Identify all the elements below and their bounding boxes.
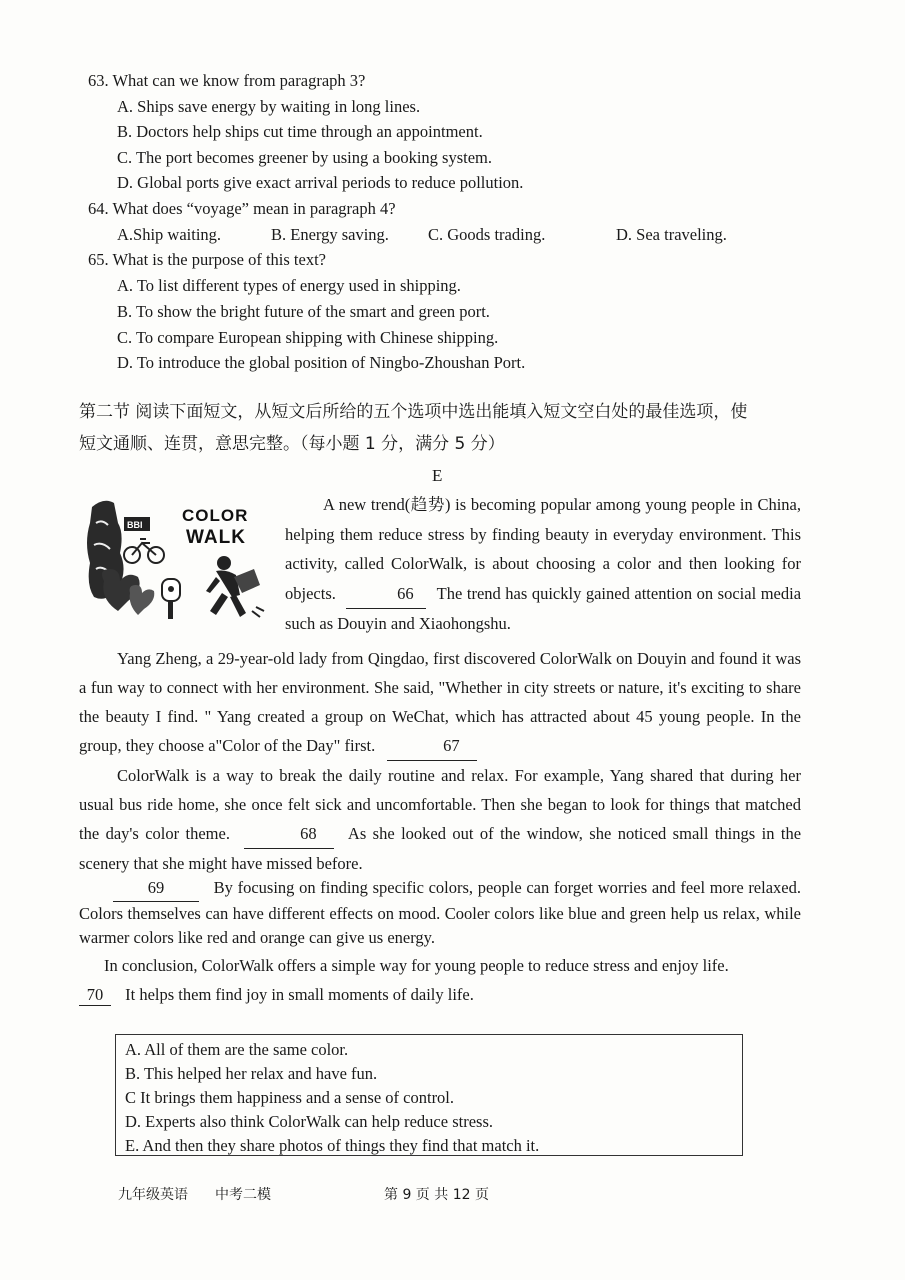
colorwalk-title-word-1: COLOR xyxy=(182,506,249,525)
options-box xyxy=(115,1034,743,1156)
footer-page-number: 第 9 页 共 12 页 xyxy=(384,1187,489,1203)
paragraph-3-text-after: As she looked out of the window, she noticed small things in the scenery that she might have missed before. xyxy=(79,824,802,873)
blank-68[interactable]: 68 xyxy=(244,819,334,849)
question-65-option-a: A. To list different types of energy used in shipping. xyxy=(117,276,461,295)
paragraph-1-text-after: The trend has quickly gained attention on social media such as Douyin and Xiaohongshu. xyxy=(285,583,802,633)
passage-paragraph-5 xyxy=(79,951,803,980)
question-63-option-c: C. The port becomes greener by using a booking system. xyxy=(117,148,492,167)
question-65-option-c: C. To compare European shipping with Chinese shipping. xyxy=(117,328,499,347)
question-63-option-b: B. Doctors help ships cut time through an appointment. xyxy=(117,122,483,141)
question-64-option-b: B. Energy saving. xyxy=(271,225,389,244)
passage-paragraph-4 xyxy=(79,876,801,951)
option-c[interactable]: C It brings them happiness and a sense of control. xyxy=(125,1088,455,1107)
question-65-option-b: B. To show the bright future of the smart and green port. xyxy=(117,302,490,321)
mailbox-icon xyxy=(162,579,180,619)
passage-paragraph-3 xyxy=(79,761,801,878)
bicycle-icon xyxy=(124,539,164,563)
colorwalk-title-word-2: WALK xyxy=(186,527,246,548)
blank-70[interactable]: 70 xyxy=(79,985,111,1006)
footer-exam: 中考二模 xyxy=(215,1187,271,1203)
question-64-option-c: C. Goods trading. xyxy=(428,225,546,244)
question-64-option-d: D. Sea traveling. xyxy=(616,225,727,244)
passage-paragraph-2 xyxy=(79,644,801,761)
section-instruction-line-1: 第二节 阅读下面短文，从短文后所给的五个选项中选出能填入短文空白处的最佳选项，使 xyxy=(79,402,748,422)
passage-paragraph-1 xyxy=(285,490,801,639)
passage-letter: E xyxy=(432,466,443,485)
question-64-stem: 64. What does “voyage” mean in paragraph 4? xyxy=(88,199,396,218)
option-b[interactable]: B. This helped her relax and have fun. xyxy=(125,1064,378,1083)
section-instruction-line-2: 短文通顺、连贯，意思完整。（每小题 1 分，满分 5 分） xyxy=(79,434,505,454)
colorwalk-illustration xyxy=(84,493,274,629)
paragraph-2-text: Yang Zheng, a 29-year-old lady from Qingdao, first discovered ColorWalk on Douyin and found it was a fun way to connect with her environment. She said, "Whether in city streets or nature, it's exciting to share the beauty I find. " Yang created a group on WeChat, which has attracted about 45 young people. In the group, they choose a"Color of the Day" first. xyxy=(79,649,801,755)
question-65-option-d: D. To introduce the global position of Ningbo-Zhoushan Port. xyxy=(117,353,526,372)
walking-person-icon xyxy=(206,556,260,617)
svg-text:BBI: BBI xyxy=(127,520,143,530)
option-a[interactable]: A. All of them are the same color. xyxy=(125,1040,349,1059)
paragraph-5-text-after: It helps them find joy in small moments of daily life. xyxy=(125,985,474,1004)
blank-67[interactable]: 67 xyxy=(387,731,477,761)
paragraph-5-text: In conclusion, ColorWalk offers a simple way for young people to reduce stress and enjoy life. xyxy=(104,956,729,975)
question-65-stem: 65. What is the purpose of this text? xyxy=(88,250,326,269)
paragraph-3-text: ColorWalk is a way to break the daily routine and relax. For example, Yang shared that during her usual bus ride home, she once felt sick and uncomfortable. Then she began to look for things that matched the day's color theme. xyxy=(79,766,801,843)
question-64-option-a: A.Ship waiting. xyxy=(117,225,222,244)
blank-69[interactable]: 69 xyxy=(113,876,199,902)
paragraph-1-text: A new trend(趋势) is becoming popular among young people in China, helping them reduce stress by finding beauty in everyday environment. This activity, called ColorWalk, is about choosing a color and then looking for objects. xyxy=(285,495,801,603)
footer-grade: 九年级英语 xyxy=(118,1187,188,1203)
question-63-option-a: A. Ships save energy by waiting in long lines. xyxy=(117,97,421,116)
blank-66[interactable]: 66 xyxy=(346,579,426,610)
option-d[interactable]: D. Experts also think ColorWalk can help reduce stress. xyxy=(125,1112,493,1131)
passage-paragraph-5-line-2 xyxy=(79,985,474,1006)
question-63-stem: 63. What can we know from paragraph 3? xyxy=(88,71,366,90)
option-e[interactable]: E. And then they share photos of things they find that match it. xyxy=(125,1136,540,1155)
paragraph-4-text: By focusing on finding specific colors, people can forget worries and feel more relaxed. Colors themselves can have different effects on mood. Cooler colors like blue and green help us relax, while warmer colors like red and orange can give us energy. xyxy=(79,878,801,947)
question-63-option-d: D. Global ports give exact arrival periods to reduce pollution. xyxy=(117,173,524,192)
